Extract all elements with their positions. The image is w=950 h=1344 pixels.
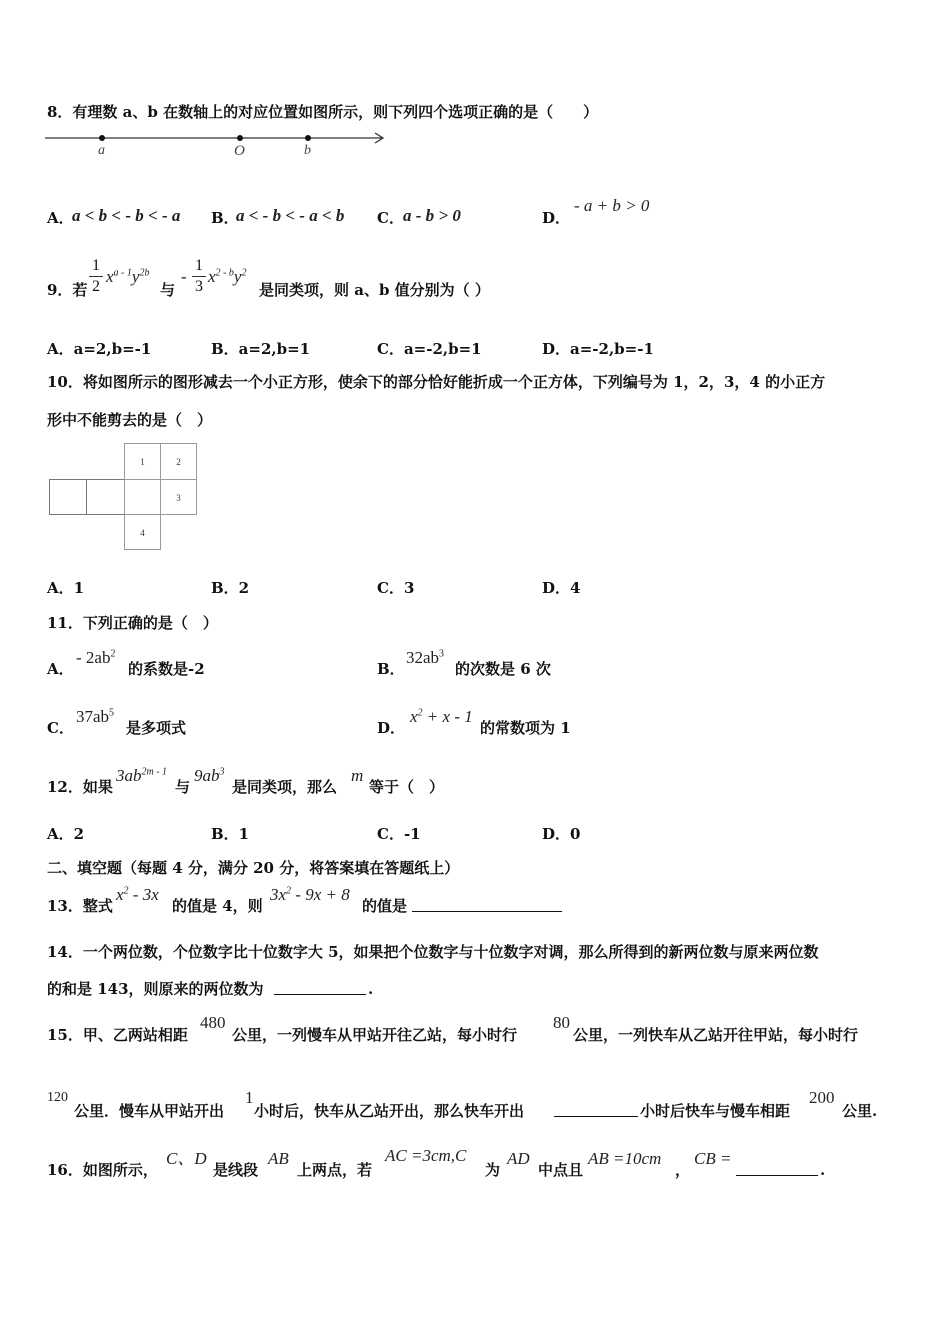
q12-option-a: A．2	[47, 825, 85, 843]
q9-frac1-den: 2	[92, 278, 100, 295]
q9-frac1-bar	[89, 276, 103, 277]
q12-monomial-1: $3ab^{2m - 1}$	[116, 766, 168, 785]
q8-option-b-label: B．	[211, 209, 239, 227]
q9-frac2-num: 1	[195, 257, 203, 274]
q9-frac2-den: 3	[195, 278, 203, 295]
q12-text: 是同类项，那么	[232, 778, 338, 796]
q13-expr-2: $3x^2 - 9x + 8$	[270, 885, 350, 904]
q9-option-a: A．a=2,b=-1	[47, 340, 152, 358]
net-cell-left	[49, 479, 87, 515]
q15-part3: 公里，一列快车从乙站开往甲站，每小时行	[573, 1026, 859, 1044]
q15-part4: 公里．慢车从甲站开出	[74, 1102, 225, 1120]
net-cell-middle	[86, 479, 125, 515]
q13-mid: 的值是 4，则	[172, 897, 263, 915]
q15-num-480: 480	[200, 1013, 226, 1032]
q9-term2: $x^{2 - b}y^2$	[208, 267, 247, 286]
q11-option-b-text: 的次数是 6 次	[455, 660, 551, 678]
q9-frac1-num: 1	[92, 257, 100, 274]
net-cell-3: 3	[160, 479, 197, 515]
q10-option-c: C．3	[377, 579, 415, 597]
point-o	[237, 135, 243, 141]
q9-option-b: B．a=2,b=1	[211, 340, 311, 358]
q16-end: .	[820, 1161, 826, 1179]
q16-text3: 为	[485, 1161, 501, 1179]
q9-option-c: C．a=-2,b=1	[377, 340, 482, 358]
q11-stem: 11．下列正确的是（ ）	[47, 614, 218, 632]
q15-num-120: 120	[47, 1090, 68, 1105]
label-o: O	[234, 143, 245, 158]
q9-mid: 与	[160, 281, 176, 299]
q15-num-1: 1	[245, 1088, 254, 1107]
q12-option-c: C．-1	[377, 825, 421, 843]
q16-math-ac: AC =3cm,C	[385, 1146, 467, 1165]
q11-option-c-math: $37ab^5$	[76, 707, 115, 726]
number-line	[44, 128, 389, 158]
q11-option-b-label: B．	[377, 660, 405, 678]
q16-text2: 上两点，若	[297, 1161, 373, 1179]
net-cell-4: 4	[124, 514, 161, 550]
q16-text4: 中点且	[538, 1161, 584, 1179]
q16-answer-blank[interactable]	[736, 1161, 818, 1176]
q15-part7: 公里.	[842, 1102, 878, 1120]
q14-line1: 14．一个两位数，个位数字比十位数字大 5，如果把个位数字与十位数字对调，那么所得到的新两位数与原来两位数	[47, 943, 819, 961]
q8-stem: 8．有理数 a、b 在数轴上的对应位置如图所示，则下列四个选项正确的是（ ）	[47, 103, 599, 121]
net-cell-1: 1	[124, 443, 161, 480]
q12-prefix: 12．如果	[47, 778, 113, 796]
q16-math-ab-length: AB =10cm	[588, 1149, 662, 1168]
q12-option-d: D．0	[542, 825, 581, 843]
q9-suffix: 是同类项，则 a、b 值分别为（ ）	[259, 281, 490, 299]
q9-option-d: D．a=-2,b=-1	[542, 340, 654, 358]
q8-option-b-math: a < - b < - a < b	[236, 206, 345, 225]
q14-answer-blank[interactable]	[274, 980, 366, 995]
q15-part6: 小时后快车与慢车相距	[640, 1102, 791, 1120]
q8-option-c-math: a - b > 0	[403, 206, 461, 225]
q11-option-a-math: - $2ab^2$	[76, 648, 116, 667]
q8-option-a-math: a < b < - b < - a	[72, 206, 181, 225]
q15-part5: 小时后，快车从乙站开出，那么快车开出	[254, 1102, 525, 1120]
q11-option-d-text: 的常数项为 1	[480, 719, 571, 737]
q11-option-a-label: A．	[47, 660, 74, 678]
q9-prefix: 9．若	[47, 281, 88, 299]
q16-math-cb: CB =	[694, 1149, 732, 1168]
q10-option-d: D．4	[542, 579, 581, 597]
q11-option-c-label: C．	[47, 719, 74, 737]
q8-option-d-math: - a + b > 0	[574, 196, 650, 215]
q8-option-c-label: C．	[377, 209, 404, 227]
q12-suffix: 等于（ ）	[369, 778, 445, 796]
q13-answer-blank[interactable]	[412, 897, 562, 912]
q10-option-b: B．2	[211, 579, 250, 597]
q15-num-200: 200	[809, 1088, 835, 1107]
q15-part1: 15．甲、乙两站相距	[47, 1026, 188, 1044]
net-cell-center	[124, 479, 161, 515]
q8-option-d-label: D．	[542, 209, 571, 227]
q8-option-a-label: A．	[47, 209, 74, 227]
q16-math-ab: AB	[268, 1149, 289, 1168]
q10-stem-line2: 形中不能剪去的是（ ）	[47, 411, 213, 429]
net-cell-2: 2	[160, 443, 197, 480]
q11-option-d-math: $x^2 + x - 1$	[410, 707, 473, 726]
q11-option-d-label: D．	[377, 719, 406, 737]
q10-option-a: A．1	[47, 579, 85, 597]
label-b: b	[304, 143, 311, 158]
q10-stem-line1: 10．将如图所示的图形减去一个小正方形，使余下的部分恰好能折成一个正方体，下列编号为 1，2，3，4 的小正方	[47, 373, 826, 391]
point-a	[99, 135, 105, 141]
q11-option-a-text: 的系数是-2	[128, 660, 205, 678]
q16-math-cd: C、D	[166, 1149, 207, 1168]
q9-neg: -	[181, 267, 187, 286]
q14-line2: 的和是 143，则原来的两位数为	[47, 980, 264, 998]
q9-term1: $x^{a - 1}y^{2b}$	[106, 267, 150, 286]
q15-answer-blank[interactable]	[554, 1102, 638, 1117]
q13-prefix: 13．整式	[47, 897, 113, 915]
q16-math-ad: AD	[507, 1149, 530, 1168]
point-b	[305, 135, 311, 141]
q12-monomial-2: $9ab^3$	[194, 766, 225, 785]
q11-option-b-math: $32ab^3$	[406, 648, 445, 667]
q11-option-c-text: 是多项式	[126, 719, 187, 737]
q12-option-b: B．1	[211, 825, 250, 843]
q14-period: .	[368, 980, 374, 998]
q15-part2: 公里，一列慢车从甲站开往乙站，每小时行	[232, 1026, 518, 1044]
q9-frac2-bar	[192, 276, 206, 277]
q12-var: m	[351, 766, 364, 785]
q13-expr-1: $x^2 - 3x$	[116, 885, 159, 904]
q15-num-80: 80	[553, 1013, 570, 1032]
q16-comma: ，	[675, 1161, 691, 1179]
q13-suffix: 的值是	[362, 897, 408, 915]
q12-mid: 与	[175, 778, 191, 796]
q16-prefix: 16．如图所示，	[47, 1161, 158, 1179]
label-a: a	[98, 143, 105, 158]
q16-text1: 是线段	[213, 1161, 259, 1179]
section-heading: 二、填空题（每题 4 分，满分 20 分，将答案填在答题纸上）	[47, 859, 460, 877]
